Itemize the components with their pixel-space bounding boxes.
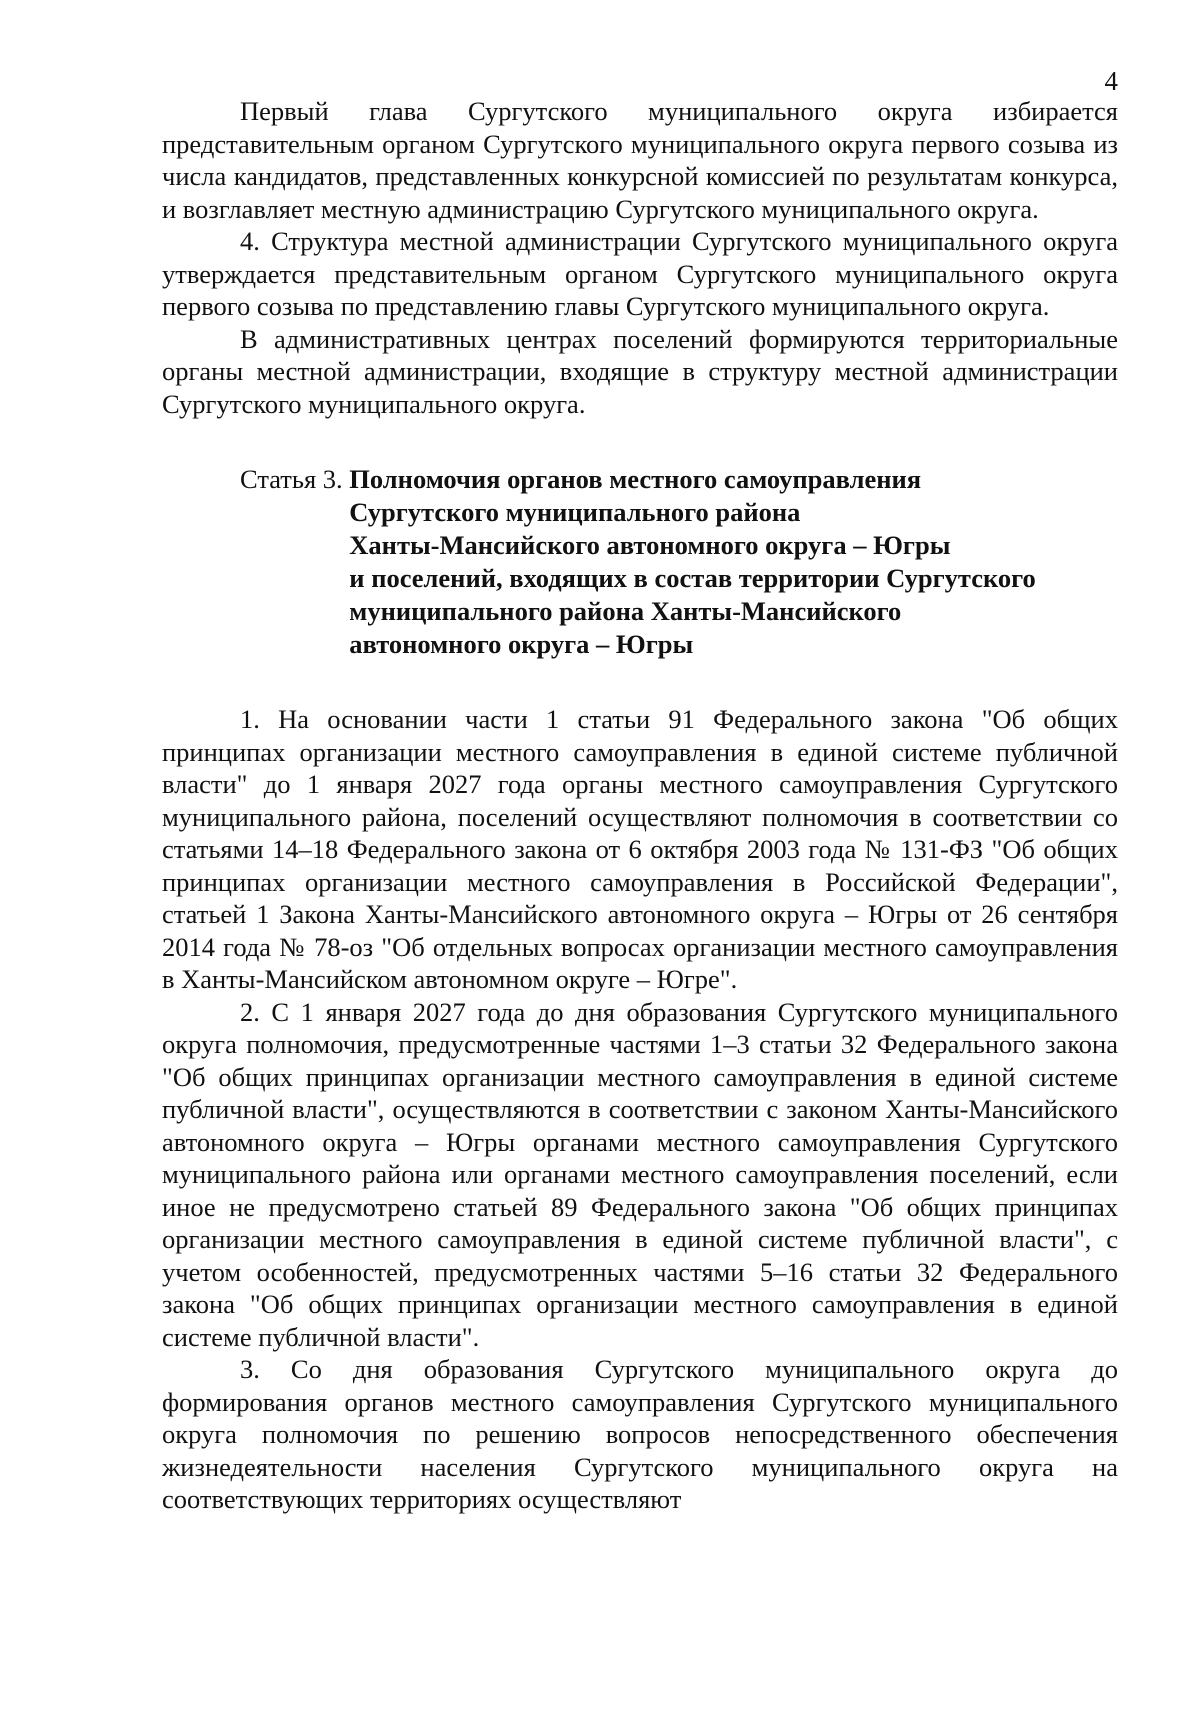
article-title [349, 463, 1109, 661]
article-label: Статья 3. [240, 464, 350, 494]
paragraph-first-head: Первый глава Сургутского муниципального округа избирается представительным органом Сургутского муниципального округа первого созыва из числа кандидатов, представленных конкурсной комиссией по результатам конкурса, и возглавляет местную администрацию Сургутского муниципального округа. [162, 96, 1118, 224]
paragraph-territorial-organs: В административных центрах поселений формируются территориальные органы местной администрации, входящие в структуру местной администрации Сургутского муниципального округа. [162, 323, 1118, 419]
article-title-line: Ханты-Мансийского автономного округа – Югры [349, 530, 951, 560]
document-body [162, 95, 1118, 1516]
page-number: 4 [1104, 66, 1118, 96]
paragraph-item-2: 2. С 1 января 2027 года до дня образования Сургутского муниципального округа полномочия, предусмотренные частями 1–3 статьи 32 Федерального закона "Об общих принципах организации местного самоуправления в единой системе публичной власти", осуществляются в соответствии с законом Ханты-Мансийского автономного округа – Югры органами местного самоуправления Сургутского муниципального района или органами местного самоуправления поселений, если иное не предусмотрено статьей 89 Федерального закона "Об общих принципах организации местного самоуправления в единой системе публичной власти", с учетом особенностей, предусмотренных частями 5–16 статьи 32 Федерального закона "Об общих принципах организации местного самоуправления в единой системе публичной власти". [162, 996, 1118, 1352]
paragraph-item-1: 1. На основании части 1 статьи 91 Федерального закона "Об общих принципах организации местного самоуправления в единой системе публичной власти" до 1 января 2027 года органы местного самоуправления Сургутского муниципального района, поселений осуществляют полномочия в соответствии со статьями 14–18 Федерального закона от 6 октября 2003 года № 131-ФЗ "Об общих принципах организации местного самоуправления в Российской Федерации", статьей 1 Закона Ханты-Мансийского автономного округа – Югры от 26 сентября 2014 года № 78-оз "Об отдельных вопросах организации местного самоуправления в Ханты-Мансийском автономном округе – Югре". [162, 704, 1118, 994]
article-heading [162, 463, 1118, 661]
article-title-line: Сургутского муниципального района [349, 497, 801, 527]
article-title-line: автономного округа – Югры [349, 629, 694, 659]
paragraph-item-3: 3. Со дня образования Сургутского муниципального округа до формирования органов местного самоуправления Сургутского муниципального округа полномочия по решению вопросов непосредственного обеспечения жизнедеятельности населения Сургутского муниципального округа на соответствующих территориях осуществляют [162, 1354, 1118, 1514]
article-title-line: муниципального района Ханты-Мансийского [349, 596, 902, 626]
article-title-line: Полномочия органов местного самоуправления [349, 464, 922, 494]
paragraph-item-4: 4. Структура местной администрации Сургутского муниципального округа утверждается представительным органом Сургутского муниципального округа первого созыва по представлению главы Сургутского муниципального округа. [162, 226, 1118, 321]
article-title-line: и поселений, входящих в состав территории Сургутского [349, 563, 1036, 593]
